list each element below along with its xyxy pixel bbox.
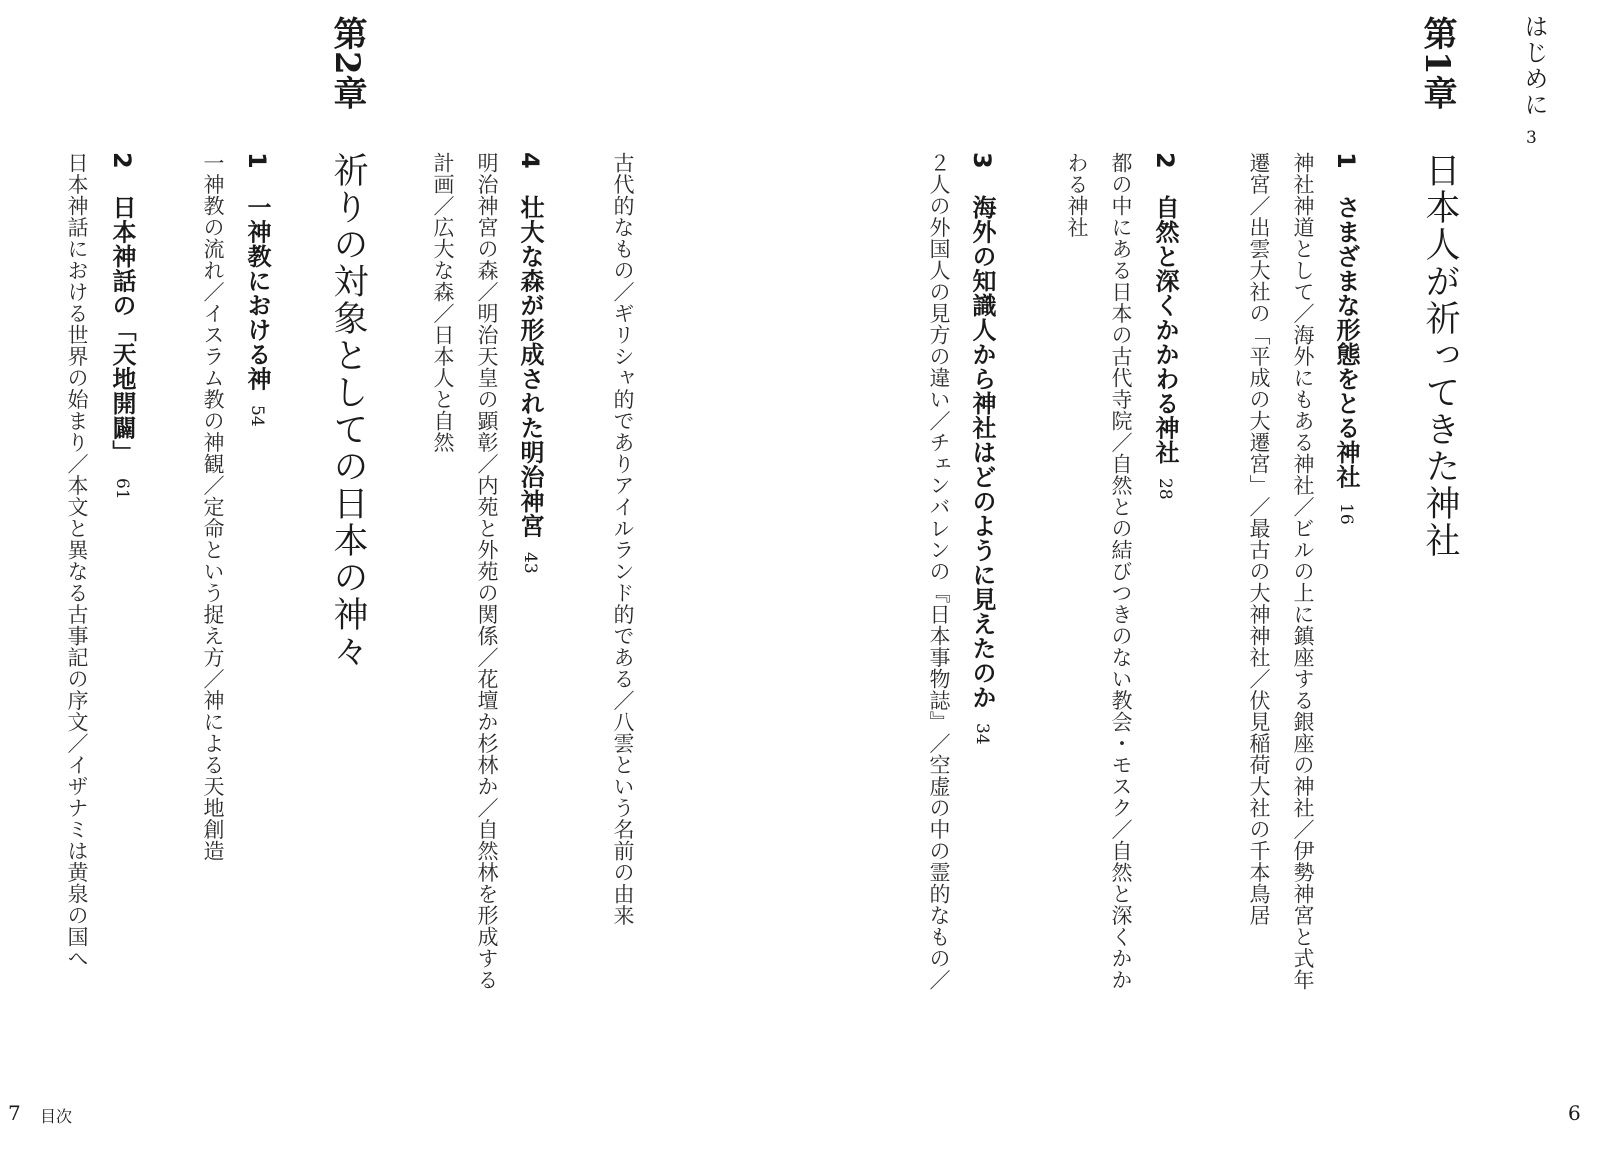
ch2-section-2-line-1: 日本神話における世界の始まり／本文と異なる古事記の序文／イザナミは黄泉の国へ [65,152,89,969]
ch1-section-3-heading: 3海外の知識人から神社はどのように見えたのか34 [968,152,996,745]
intro-page: 3 [1526,128,1537,148]
ch1-section-3-line-1: ２人の外国人の見方の違い／チェンバレンの『日本事物誌』／空虚の中の霊的なもの／ [927,152,951,991]
intro-title: はじめに [1520,14,1548,118]
running-head: 目次 [40,1107,73,1126]
ch1-section-4-line-1: 明治神宮の森／明治天皇の顕彰／内苑と外苑の関係／花壇か杉林か／自然林を形成する [475,152,499,991]
ch2-section-2-heading: 2日本神話の「天地開闢」61 [108,152,136,500]
ch2-section-1-heading: 1一神教における神54 [243,152,271,427]
ch1-section-1-line-2: 遷宮／出雲大社の「平成の大遷宮」／最古の大神神社／伏見稲荷大社の千本鳥居 [1247,152,1271,926]
chapter1-label: 第1章 [1417,16,1457,111]
ch2-section-1-line-1: 一神教の流れ／イスラム教の神観／定命という捉え方／神による天地創造 [201,152,225,862]
ch1-section-1-line-1: 神社神道として／海外にもある神社／ビルの上に鎮座する銀座の神社／伊勢神宮と式年 [1291,152,1315,991]
left-page-number: 7 [8,1101,21,1125]
right-page-number: 6 [1568,1101,1581,1125]
ch1-section-3-line-2: 古代的なもの／ギリシャ的でありアイルランド的である／八雲という名前の由来 [611,152,635,926]
chapter2-label: 第2章 [327,16,367,111]
ch1-section-4-heading: 4壮大な森が形成された明治神宮43 [516,152,544,574]
ch1-section-2-line-1: 都の中にある日本の古代寺院／自然との結びつきのない教会・モスク／自然と深くかか [1109,152,1133,991]
ch1-section-1-heading: 1さまざまな形態をとる神社16 [1332,152,1360,525]
ch1-section-2-heading: 2自然と深くかかわる神社28 [1151,152,1179,500]
chapter2-title: 祈りの対象としての日本の神々 [328,152,368,670]
ch1-section-4-line-2: 計画／広大な森／日本人と自然 [431,152,455,453]
chapter1-title: 日本人が祈ってきた神社 [1420,152,1460,559]
ch1-section-2-line-2: わる神社 [1065,152,1089,238]
